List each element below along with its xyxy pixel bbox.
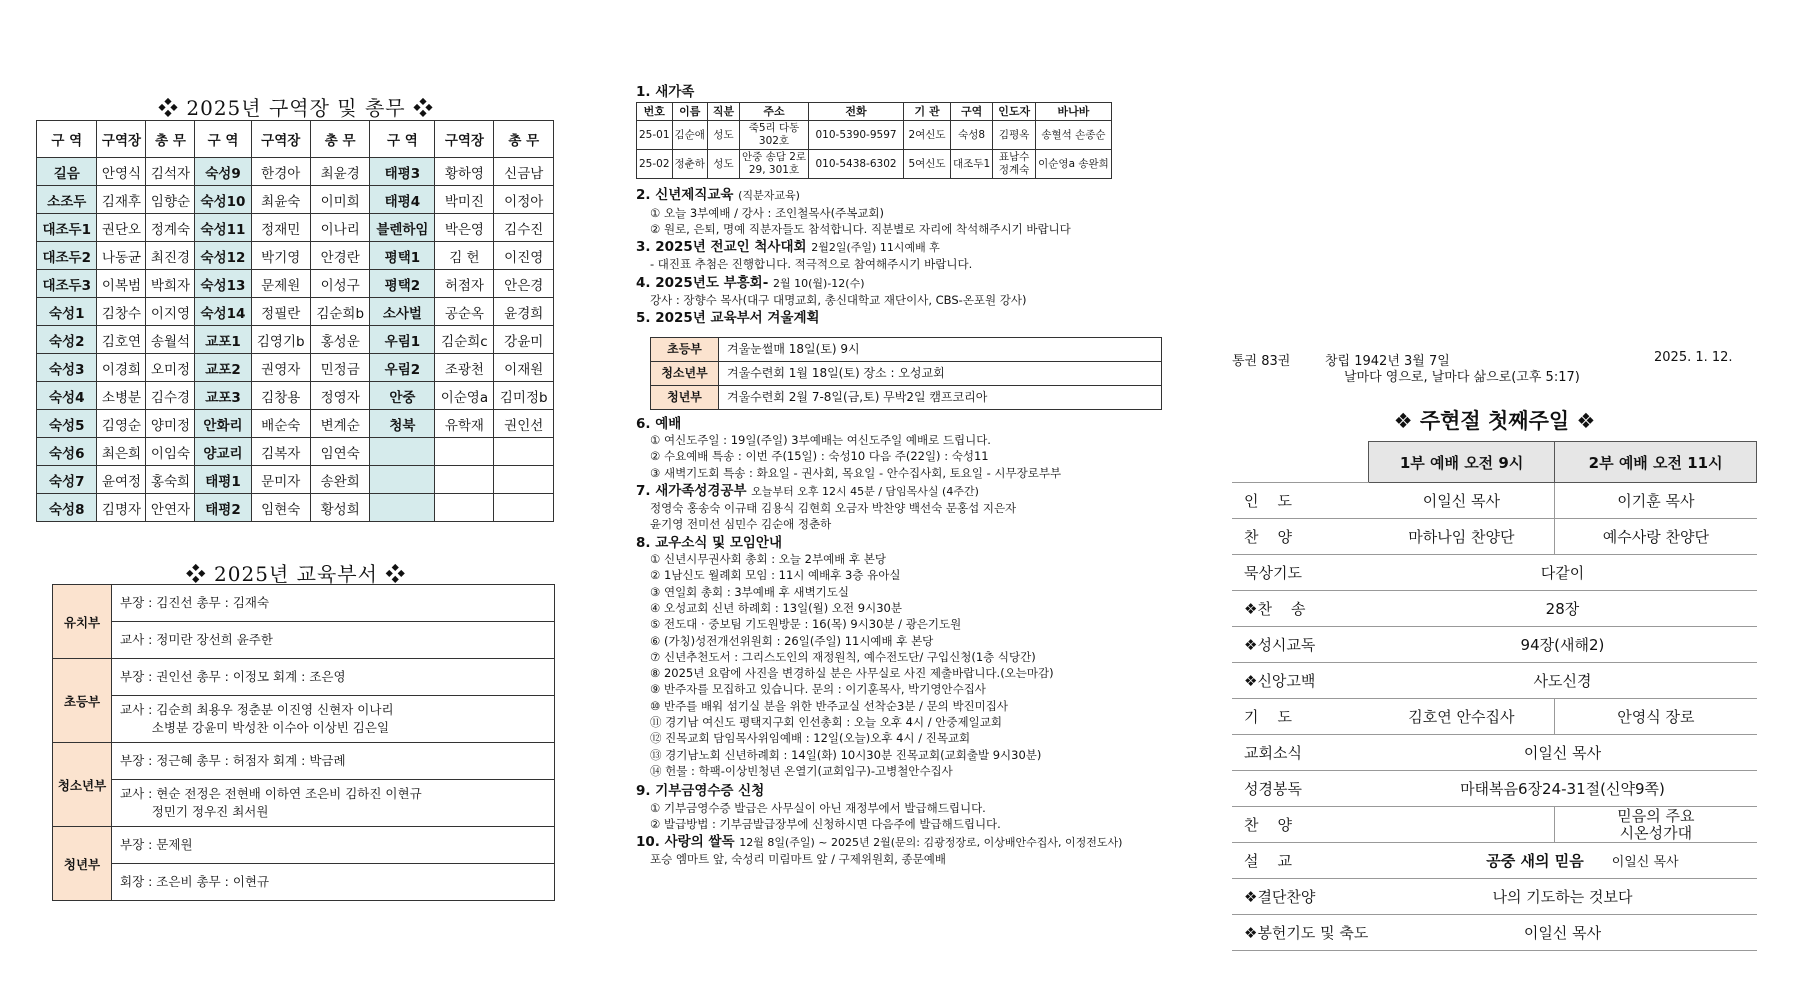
table-cell <box>370 466 435 494</box>
table-cell: 권단오 <box>97 214 146 242</box>
dept-member-line: 부장 : 문제원 <box>112 827 555 864</box>
news-line: ④ 오성교회 신년 하례회 : 13일(월) 오전 9시30분 <box>650 600 902 615</box>
table-cell: 청북 <box>370 410 435 438</box>
dept-row <box>53 827 555 864</box>
order-row <box>1232 843 1757 879</box>
plan-dept: 초등부 <box>651 337 719 361</box>
order-row <box>1232 555 1757 591</box>
plan-row <box>651 361 1162 385</box>
table-cell: 박은영 <box>435 214 494 242</box>
plan-dept: 청년부 <box>651 385 719 409</box>
table-row <box>637 150 1112 179</box>
dept-row <box>53 585 555 622</box>
table-cell: 이순영a 송완희 <box>1036 150 1112 179</box>
news-line: ⑨ 반주자를 모집하고 있습니다. 문의 : 이기훈목사, 박기영안수집사 <box>650 682 986 697</box>
news-line: ⑭ 헌물 : 학팩-이상빈청년 온열기(교회입구)-고병철안수집사 <box>650 763 953 778</box>
table-cell <box>494 466 554 494</box>
table-cell: 교포3 <box>195 382 251 410</box>
section-donation-receipt: 9. 기부금영수증 신청 <box>636 783 765 800</box>
dept-row <box>53 864 555 901</box>
column-header: 주소 <box>739 103 808 121</box>
table-row <box>37 298 554 326</box>
section-worship: 6. 예배 <box>636 415 682 432</box>
second-service-value: 예수사랑 찬양단 <box>1555 519 1757 555</box>
order-row <box>1232 699 1757 735</box>
table-row <box>637 121 1112 150</box>
dept-member-line: 교사 : 김순희 최용우 정춘분 이진영 신현자 이나리 소병분 강윤미 박성찬 이수아 이상빈 김은일 <box>112 696 555 743</box>
table-cell: 태평1 <box>195 466 251 494</box>
order-label: ❖찬 송 <box>1232 591 1368 627</box>
table-cell: 성도 <box>707 150 739 179</box>
dept-member-line: 부장 : 김진선 총무 : 김재숙 <box>112 585 555 622</box>
order-label: 찬 양 <box>1232 519 1368 555</box>
table-row <box>37 466 554 494</box>
table-cell: 소조두 <box>37 186 97 214</box>
table-cell: 안영식 <box>97 158 146 186</box>
table-cell: 김 헌 <box>435 242 494 270</box>
table-cell: 길음 <box>37 158 97 186</box>
news-line: ⑩ 반주를 배워 섬기실 분을 위한 반주교실 선착순3분 / 문의 박진미집사 <box>650 698 1008 713</box>
section-member-news: 8. 교우소식 및 모임안내 <box>636 534 782 551</box>
dept-row <box>53 696 555 743</box>
table-cell: 박희자 <box>146 270 195 298</box>
district-title: ❖ 2025년 구역장 및 총무 ❖ <box>158 96 434 120</box>
plan-detail: 겨울눈썰매 18일(토) 9시 <box>719 337 1162 361</box>
news-line: ② 원로, 은퇴, 명예 직분자들도 참석합니다. 직분별로 자리에 착석해주시기 바랍니다 <box>650 221 1071 236</box>
order-value-both: 사도신경 <box>1368 663 1756 699</box>
table-cell: 안중 <box>370 382 435 410</box>
table-cell: 임연숙 <box>310 438 369 466</box>
table-cell: 숙성5 <box>37 410 97 438</box>
table-cell: 숙성7 <box>37 466 97 494</box>
table-row <box>37 270 554 298</box>
table-cell: 평택1 <box>370 242 435 270</box>
order-row <box>1232 663 1757 699</box>
table-cell: 교포2 <box>195 354 251 382</box>
news-line: ⑧ 2025년 요람에 사진을 변경하실 분은 사무실로 사진 제출바랍니다.(오는마감) <box>650 666 1054 681</box>
order-row <box>1232 591 1757 627</box>
table-cell: 010-5390-9597 <box>809 121 904 150</box>
column-header: 구역 <box>951 103 993 121</box>
column-header: 총 무 <box>310 121 369 158</box>
table-cell: 죽5리 다동 302호 <box>739 121 808 150</box>
table-cell: 대조두1 <box>37 214 97 242</box>
order-label: 인 도 <box>1232 483 1368 519</box>
table-cell: 우림1 <box>370 326 435 354</box>
news-line: ② 수요예배 특송 : 이번 주(15일) : 숙성10 다음 주(22일) : 숙성11 <box>650 449 989 464</box>
table-cell: 태평3 <box>370 158 435 186</box>
order-label: 성경봉독 <box>1232 771 1368 807</box>
news-line: ⑥ (가칭)성전개선위원회 : 26일(주일) 11시예배 후 본당 <box>650 633 934 648</box>
table-cell: 박기영 <box>251 242 310 270</box>
sermon-cell <box>1368 843 1756 879</box>
news-line: 강사 : 장향수 목사(대구 대명교회, 총신대학교 재단이사, CBS-온포원 강사) <box>650 293 1027 308</box>
order-label: 기 도 <box>1232 699 1368 735</box>
table-cell: 블렌하임 <box>370 214 435 242</box>
table-cell: 오미정 <box>146 354 195 382</box>
column-header: 구역장 <box>251 121 310 158</box>
section-yut-contest: 3. 2025년 전교인 척사대회 2월2일(주일) 11시예배 후 <box>636 239 940 256</box>
table-cell: 민정금 <box>310 354 369 382</box>
table-row <box>37 410 554 438</box>
table-cell: 안은경 <box>494 270 554 298</box>
order-value-both: 나의 기도하는 것보다 <box>1368 879 1756 915</box>
table-cell: 홍숙희 <box>146 466 195 494</box>
column-header: 이름 <box>672 103 707 121</box>
column-header: 구역장 <box>97 121 146 158</box>
order-row <box>1232 519 1757 555</box>
section-bible-study: 7. 새가족성경공부 오늘부터 오후 12시 45분 / 담임목사실 (4주간) <box>636 482 979 499</box>
order-value-both: 28장 <box>1368 591 1756 627</box>
table-row <box>37 242 554 270</box>
news-line: 포승 엠마트 앞, 숙성리 미림마트 앞 / 구제위원회, 종문예배 <box>650 852 946 867</box>
table-cell: 숙성2 <box>37 326 97 354</box>
table-cell: 정재민 <box>251 214 310 242</box>
table-row <box>37 214 554 242</box>
table-cell: 2여신도 <box>904 121 951 150</box>
table-row <box>37 326 554 354</box>
second-service-value: 안영식 장로 <box>1555 699 1757 735</box>
table-row <box>37 438 554 466</box>
table-cell: 안중 송담 2로 29, 301호 <box>739 150 808 179</box>
table-cell: 황하영 <box>435 158 494 186</box>
table-cell <box>370 494 435 522</box>
table-cell: 안연자 <box>146 494 195 522</box>
table-cell: 대조두3 <box>37 270 97 298</box>
news-line: ⑤ 전도대 · 중보팀 기도원방문 : 16(목) 9시30분 / 광은기도원 <box>650 617 962 632</box>
table-cell: 허점자 <box>435 270 494 298</box>
table-cell <box>494 494 554 522</box>
education-table <box>52 584 555 901</box>
table-cell: 김평옥 <box>993 121 1036 150</box>
column-header: 구 역 <box>37 121 97 158</box>
table-cell: 김창수 <box>97 298 146 326</box>
table-cell <box>435 438 494 466</box>
table-cell: 김순애 <box>672 121 707 150</box>
table-cell: 이진영 <box>494 242 554 270</box>
column-header: 번호 <box>637 103 673 121</box>
table-cell: 25-02 <box>637 150 673 179</box>
table-cell: 임향순 <box>146 186 195 214</box>
column-header: 바나바 <box>1036 103 1112 121</box>
founded-text: 창립 1942년 3월 7일 <box>1325 354 1450 369</box>
table-cell: 정춘하 <box>672 150 707 179</box>
table-cell: 최윤숙 <box>251 186 310 214</box>
order-row <box>1232 879 1757 915</box>
table-cell: 이정아 <box>494 186 554 214</box>
table-cell: 정영자 <box>310 382 369 410</box>
order-value-both: 이일신 목사 <box>1368 735 1756 771</box>
news-line: 윤기영 전미선 심민수 김순애 정춘하 <box>650 517 832 532</box>
table-cell: 정필란 <box>251 298 310 326</box>
sermon-title: 공중 새의 믿음 <box>1486 852 1584 870</box>
order-value-both: 이일신 목사 <box>1368 915 1756 951</box>
second-service-header: 2부 예배 오전 11시 <box>1555 442 1757 483</box>
table-cell: 숙성13 <box>195 270 251 298</box>
order-value-both: 94장(새해2) <box>1368 627 1756 663</box>
dept-row <box>53 780 555 827</box>
table-cell: 이경희 <box>97 354 146 382</box>
news-line: ⑬ 경기남노회 신년하례회 : 14일(화) 10시30분 진목교회(교회출발 9시30분) <box>650 747 1042 762</box>
table-cell: 숙성1 <box>37 298 97 326</box>
news-line: ③ 새벽기도회 특송 : 화요일 - 권사회, 목요일 - 안수집사회, 토요일 - 시무장로부부 <box>650 465 1062 480</box>
table-cell: 임현숙 <box>251 494 310 522</box>
first-service-value: 마하나임 찬양단 <box>1368 519 1554 555</box>
dept-row <box>53 659 555 696</box>
order-row <box>1232 735 1757 771</box>
order-value-both: 마태복음6장24-31절(신약9쪽) <box>1368 771 1756 807</box>
service-title: ❖ 주현절 첫째주일 ❖ <box>1393 409 1596 433</box>
column-header: 구 역 <box>370 121 435 158</box>
table-row <box>37 494 554 522</box>
table-cell <box>435 494 494 522</box>
table-cell: 김명자 <box>97 494 146 522</box>
table-cell: 윤경희 <box>494 298 554 326</box>
dept-member-line: 회장 : 조은비 총무 : 이현규 <box>112 864 555 901</box>
table-cell: 숙성9 <box>195 158 251 186</box>
table-cell: 김순희c <box>435 326 494 354</box>
first-service-value <box>1368 807 1554 843</box>
plan-detail: 겨울수련회 2월 7-8일(금,토) 무박2일 캠프코리아 <box>719 385 1162 409</box>
table-cell: 010-5438-6302 <box>809 150 904 179</box>
table-cell: 정계숙 <box>146 214 195 242</box>
table-cell: 최은희 <box>97 438 146 466</box>
order-row <box>1232 915 1757 951</box>
news-line: ① 여신도주일 : 19일(주일) 3부예배는 여신도주일 예배로 드립니다. <box>650 432 991 447</box>
table-cell: 최윤경 <box>310 158 369 186</box>
table-cell: 이재원 <box>494 354 554 382</box>
table-cell: 이순영a <box>435 382 494 410</box>
first-service-header: 1부 예배 오전 9시 <box>1368 442 1554 483</box>
column-header: 총 무 <box>494 121 554 158</box>
table-cell: 평택2 <box>370 270 435 298</box>
news-column <box>636 84 1196 868</box>
order-label: 찬 양 <box>1232 807 1368 843</box>
table-cell: 숙성14 <box>195 298 251 326</box>
table-cell: 김재후 <box>97 186 146 214</box>
table-cell: 문제원 <box>251 270 310 298</box>
column-header: 기 관 <box>904 103 951 121</box>
table-cell: 김수경 <box>146 382 195 410</box>
table-cell: 태평2 <box>195 494 251 522</box>
section-winter-plan: 5. 2025년 교육부서 겨울계획 <box>636 310 820 327</box>
table-cell: 김창용 <box>251 382 310 410</box>
table-cell: 유학재 <box>435 410 494 438</box>
table-cell: 안경란 <box>310 242 369 270</box>
order-label: ❖봉헌기도 및 축도 <box>1232 915 1368 951</box>
table-cell: 숙성6 <box>37 438 97 466</box>
table-cell: 숙성8 <box>37 494 97 522</box>
news-line: ② 발급방법 : 기부금발급장부에 신청하시면 다음주에 발급해드립니다. <box>650 816 1001 831</box>
news-line: ⑦ 신년추천도서 : 그리스도인의 재정원칙, 예수전도단/ 구입신청(1층 식당간) <box>650 649 1036 664</box>
table-cell: 대조두2 <box>37 242 97 270</box>
column-header: 직분 <box>707 103 739 121</box>
news-line: ⑫ 진목교회 담임목사위임예배 : 12일(오늘)오후 4시 / 진목교회 <box>650 731 971 746</box>
district-table <box>36 120 554 522</box>
table-cell: 양교리 <box>195 438 251 466</box>
table-cell: 김영기b <box>251 326 310 354</box>
news-line: ② 1남신도 월례회 모임 : 11시 예배후 3층 유아실 <box>650 568 901 583</box>
table-row <box>37 354 554 382</box>
winter-plan-table <box>650 337 1162 410</box>
dept-name: 초등부 <box>53 659 112 743</box>
table-cell: 이나리 <box>310 214 369 242</box>
table-cell: 송월석 <box>146 326 195 354</box>
table-cell: 이지영 <box>146 298 195 326</box>
dept-member-line: 부장 : 권인선 총무 : 이정모 회계 : 조은영 <box>112 659 555 696</box>
table-cell: 숙성8 <box>951 121 993 150</box>
plan-dept: 청소년부 <box>651 361 719 385</box>
table-cell: 대조두1 <box>951 150 993 179</box>
table-cell <box>435 466 494 494</box>
table-cell: 김영순 <box>97 410 146 438</box>
new-family-table <box>636 102 1112 179</box>
table-cell: 숙성3 <box>37 354 97 382</box>
table-cell: 숙성11 <box>195 214 251 242</box>
table-cell: 변계순 <box>310 410 369 438</box>
table-cell: 김순희b <box>310 298 369 326</box>
table-cell <box>494 438 554 466</box>
news-line: ① 기부금영수증 발급은 사무실이 아닌 재정부에서 발급해드립니다. <box>650 800 986 815</box>
news-line: ① 신년시무권사회 총회 : 오늘 2부예배 후 본당 <box>650 552 886 567</box>
section-rice-jar: 10. 사랑의 쌀독 12월 8일(주일) ~ 2025년 2월(문의: 김광정장로, 이상배안수집사, 이정전도사) <box>636 834 1123 851</box>
table-cell: 윤여정 <box>97 466 146 494</box>
table-cell: 강윤미 <box>494 326 554 354</box>
second-service-value: 이기훈 목사 <box>1555 483 1757 519</box>
order-row <box>1232 771 1757 807</box>
table-row <box>37 158 554 186</box>
table-row <box>37 186 554 214</box>
volume-text: 통권 83권 <box>1232 354 1291 369</box>
table-cell: 숙성4 <box>37 382 97 410</box>
dept-name: 청년부 <box>53 827 112 901</box>
table-cell: 우림2 <box>370 354 435 382</box>
table-cell: 소사벌 <box>370 298 435 326</box>
section-staff-education: 2. 신년제직교육 (직분자교육) <box>636 187 800 204</box>
table-cell: 숙성10 <box>195 186 251 214</box>
table-cell: 안화리 <box>195 410 251 438</box>
table-cell: 이성구 <box>310 270 369 298</box>
table-cell: 25-01 <box>637 121 673 150</box>
table-cell: 김석자 <box>146 158 195 186</box>
motto-text: 날마다 영으로, 날마다 삶으로(고후 5:17) <box>1344 370 1580 385</box>
table-cell: 박미진 <box>435 186 494 214</box>
table-cell: 황성희 <box>310 494 369 522</box>
column-header: 구 역 <box>195 121 251 158</box>
first-service-value: 김호연 안수집사 <box>1368 699 1554 735</box>
dept-name: 청소년부 <box>53 743 112 827</box>
news-line: 정영숙 홍송숙 이규태 김용식 김현희 오금자 박찬양 백선숙 문홍섭 지은자 <box>650 501 1017 516</box>
news-line: ⑪ 경기남 여신도 평택지구회 인선총회 : 오늘 오후 4시 / 안중제일교회 <box>650 715 1002 730</box>
dept-row <box>53 743 555 780</box>
column-header: 총 무 <box>146 121 195 158</box>
table-cell: 나동균 <box>97 242 146 270</box>
news-line: ① 오늘 3부예배 / 강사 : 조인철목사(주복교회) <box>650 205 885 220</box>
first-service-value: 이일신 목사 <box>1368 483 1554 519</box>
table-cell: 소병분 <box>97 382 146 410</box>
table-cell: 성도 <box>707 121 739 150</box>
preacher: 이일신 목사 <box>1611 855 1679 870</box>
table-cell: 교포1 <box>195 326 251 354</box>
table-cell: 5여신도 <box>904 150 951 179</box>
table-row <box>37 382 554 410</box>
table-cell: 문미자 <box>251 466 310 494</box>
second-service-value: 믿음의 주요 시온성가대 <box>1555 807 1757 843</box>
plan-row <box>651 337 1162 361</box>
order-row <box>1232 627 1757 663</box>
table-cell: 최진경 <box>146 242 195 270</box>
news-line: ③ 연일회 총회 : 3부예배 후 새벽기도실 <box>650 584 849 599</box>
dept-member-line: 교사 : 정미란 장선희 윤주한 <box>112 622 555 659</box>
order-label: 설 교 <box>1232 843 1368 879</box>
education-title: ❖ 2025년 교육부서 ❖ <box>185 562 407 586</box>
table-cell: 김수진 <box>494 214 554 242</box>
order-label: ❖신앙고백 <box>1232 663 1368 699</box>
table-cell: 이미희 <box>310 186 369 214</box>
table-cell: 김미정b <box>494 382 554 410</box>
bulletin-date: 2025. 1. 12. <box>1654 350 1733 365</box>
plan-detail: 겨울수련회 1월 18일(토) 장소 : 오성교회 <box>719 361 1162 385</box>
table-cell: 이임숙 <box>146 438 195 466</box>
order-row <box>1232 483 1757 519</box>
table-cell: 숙성12 <box>195 242 251 270</box>
section-new-family: 1. 새가족 <box>636 84 695 100</box>
order-label: 교회소식 <box>1232 735 1368 771</box>
dept-member-line: 부장 : 정근혜 총무 : 허점자 회계 : 박금례 <box>112 743 555 780</box>
order-label: ❖결단찬양 <box>1232 879 1368 915</box>
table-cell: 양미정 <box>146 410 195 438</box>
order-row <box>1232 807 1757 843</box>
plan-row <box>651 385 1162 409</box>
dept-name: 유치부 <box>53 585 112 659</box>
table-cell: 이복범 <box>97 270 146 298</box>
table-cell: 태평4 <box>370 186 435 214</box>
table-cell: 송완희 <box>310 466 369 494</box>
section-revival: 4. 2025년도 부흥회- 2월 10(월)-12(수) <box>636 274 865 291</box>
column-header: 인도자 <box>993 103 1036 121</box>
table-cell: 조광천 <box>435 354 494 382</box>
table-cell: 한경아 <box>251 158 310 186</box>
table-cell: 표남수 정계숙 <box>993 150 1036 179</box>
table-cell: 송혈석 손종순 <box>1036 121 1112 150</box>
dept-member-line: 교사 : 현순 전정은 전현배 이하연 조은비 김하진 이현규 정민기 정우진 최서원 <box>112 780 555 827</box>
dept-row <box>53 622 555 659</box>
news-line: - 대진표 추첨은 진행합니다. 적극적으로 참여해주시기 바랍니다. <box>650 257 973 272</box>
table-cell: 권인선 <box>494 410 554 438</box>
table-cell <box>370 438 435 466</box>
table-cell: 배순숙 <box>251 410 310 438</box>
column-header: 전화 <box>809 103 904 121</box>
table-cell: 공순옥 <box>435 298 494 326</box>
table-cell: 홍성운 <box>310 326 369 354</box>
table-cell: 김호연 <box>97 326 146 354</box>
table-cell: 김복자 <box>251 438 310 466</box>
table-cell: 신금남 <box>494 158 554 186</box>
order-label: ❖성시교독 <box>1232 627 1368 663</box>
worship-order-table <box>1232 441 1757 951</box>
column-header: 구역장 <box>435 121 494 158</box>
order-label: 묵상기도 <box>1232 555 1368 591</box>
table-cell: 권영자 <box>251 354 310 382</box>
order-value-both: 다같이 <box>1368 555 1756 591</box>
